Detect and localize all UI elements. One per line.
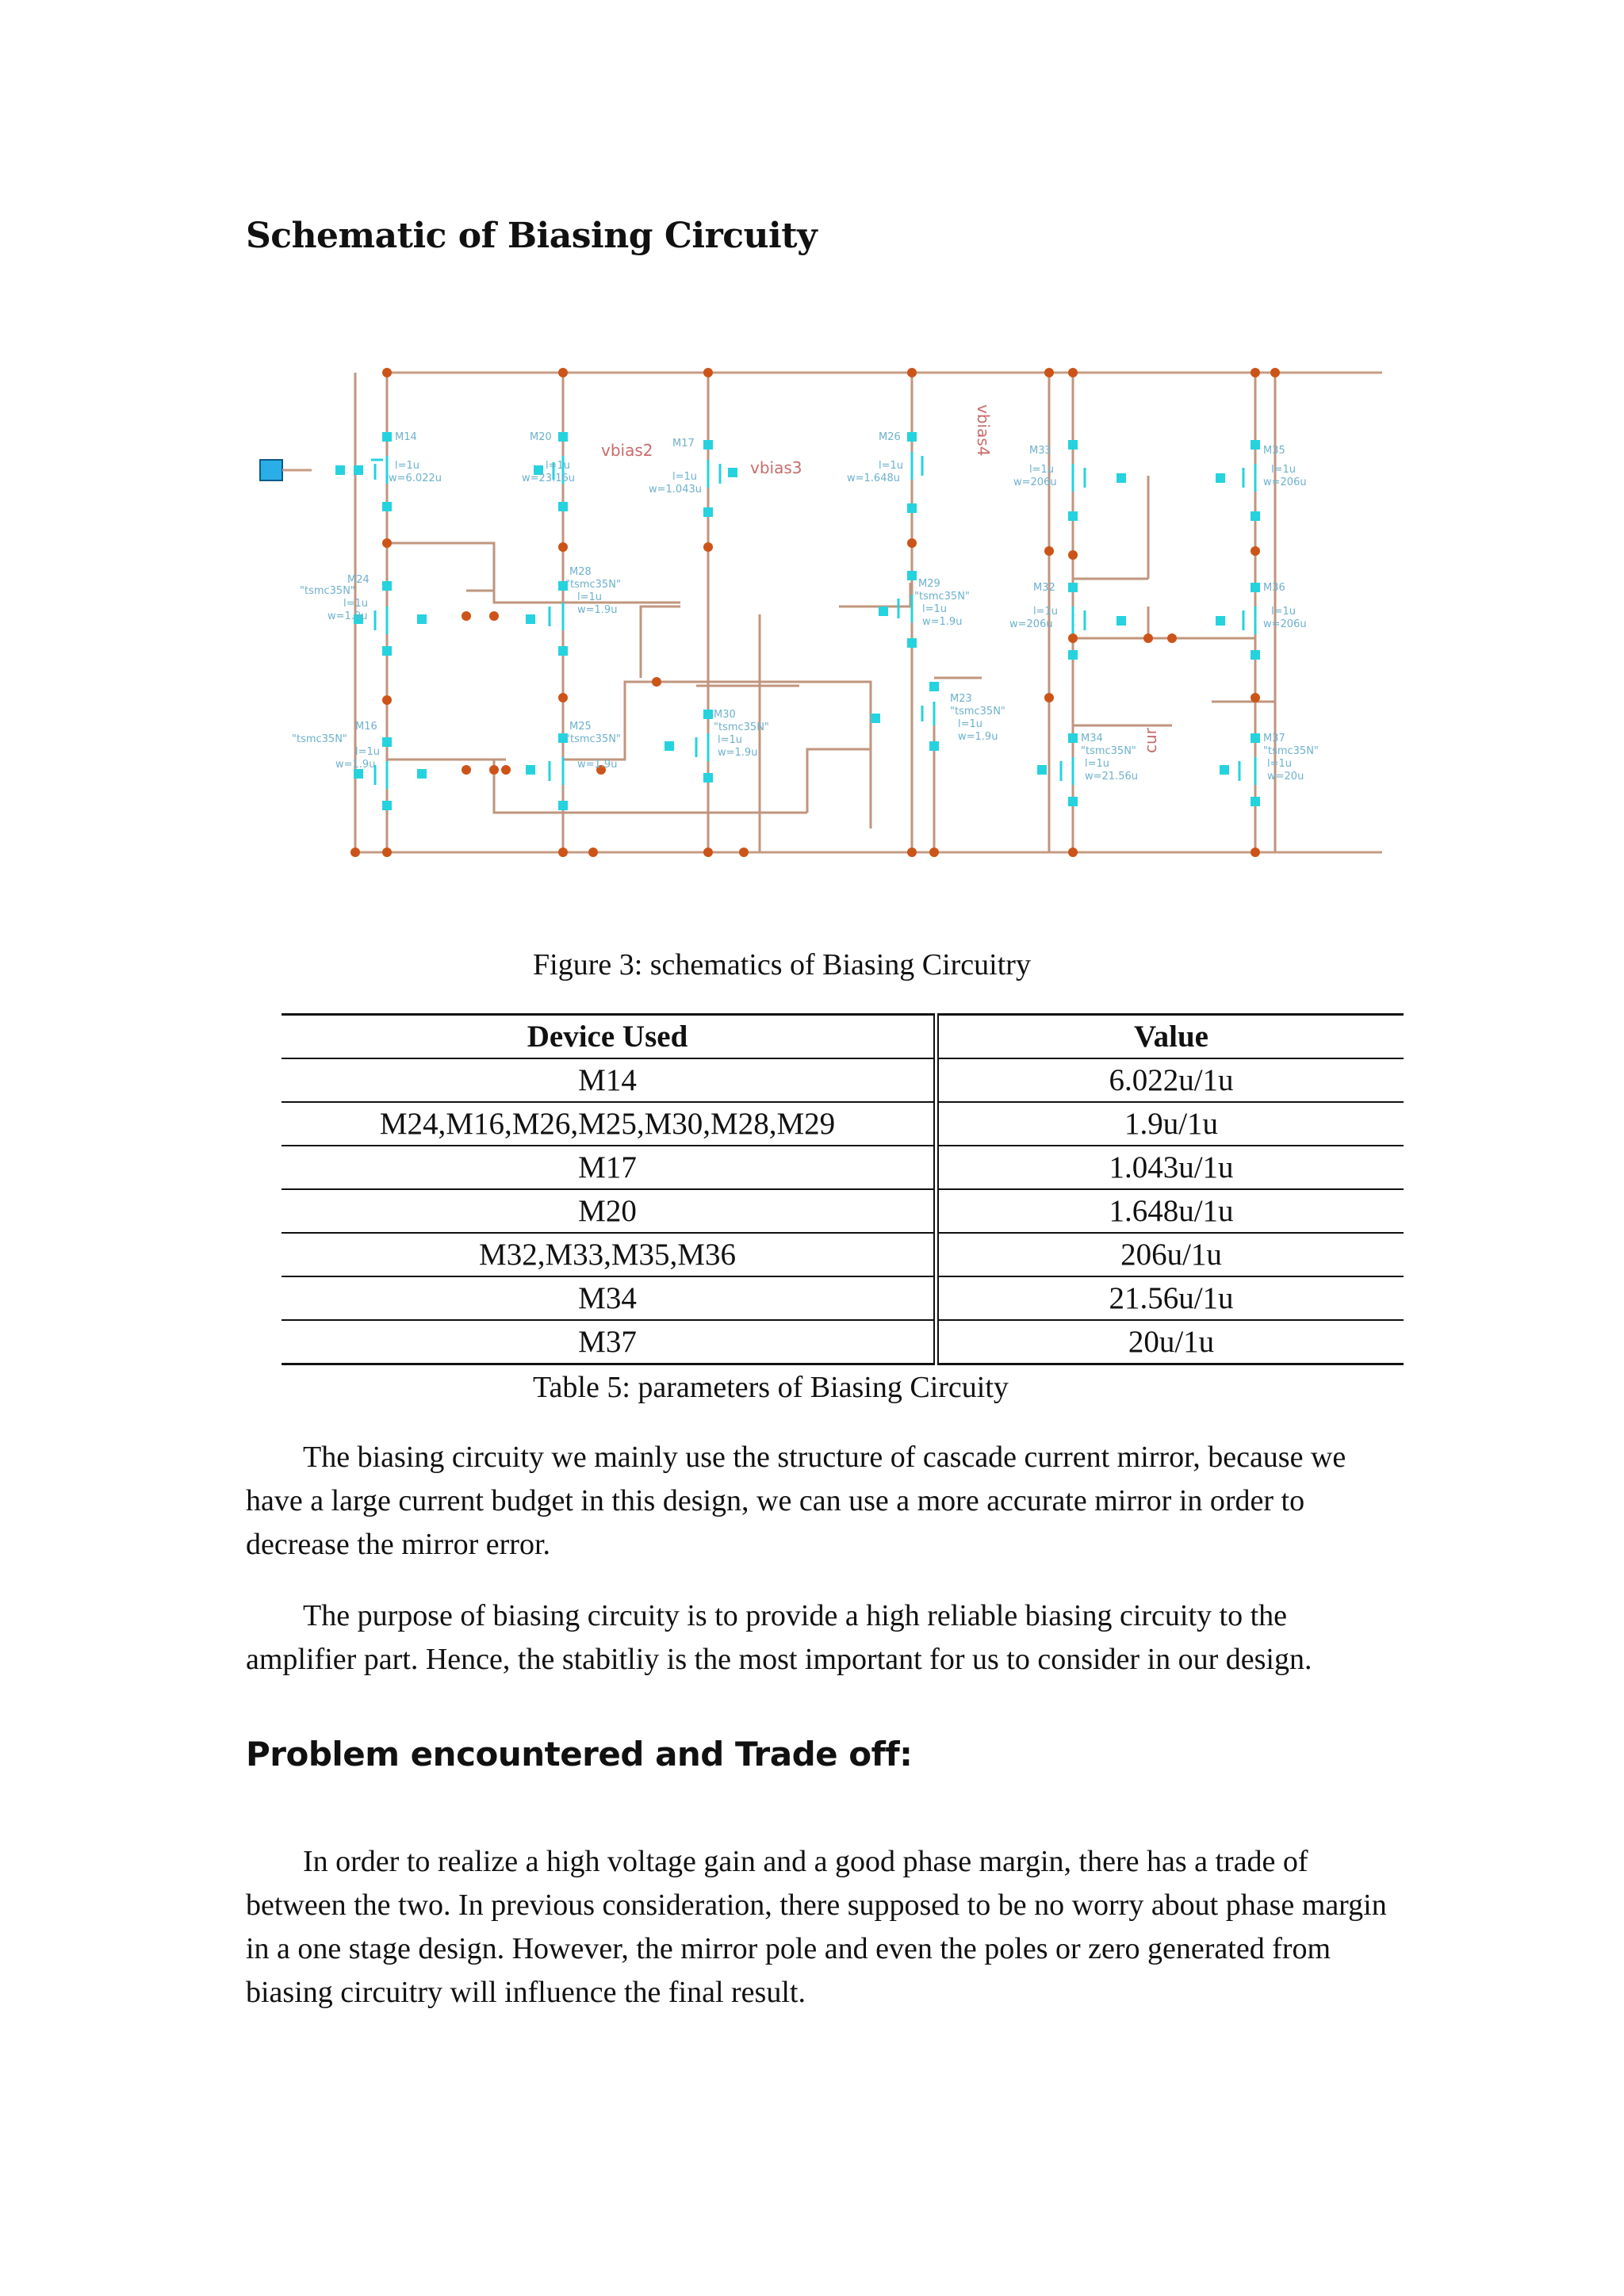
table-row — [282, 1189, 1404, 1233]
device-l: l=1u — [355, 746, 381, 758]
device-id: M34 — [1081, 733, 1103, 744]
device-id: M30 — [714, 709, 736, 721]
device-l: l=1u — [922, 603, 948, 615]
table-row — [282, 1320, 1404, 1364]
table-cell-value: 1.043u/1u — [936, 1146, 1404, 1189]
section-heading: Schematic of Biasing Circuity — [246, 216, 818, 256]
device-w: w=1.9u — [718, 747, 758, 759]
device-id: M26 — [879, 431, 901, 443]
device-model: "tsmc35N" — [292, 733, 347, 745]
parameters-table — [282, 1013, 1404, 1365]
biasing-schematic — [252, 321, 1382, 896]
device-w: w=206u — [1009, 618, 1053, 630]
device-id: M29 — [918, 578, 940, 590]
device-l: l=1u — [879, 460, 904, 472]
cur-label: cur — [1141, 728, 1160, 753]
device-w: w=1.9u — [958, 731, 998, 743]
device-l: l=1u — [1271, 464, 1297, 476]
table-caption: Table 5: parameters of Biasing Circuity — [533, 1371, 1009, 1404]
table-row — [282, 1233, 1404, 1276]
table-header-cell: Device Used — [282, 1015, 936, 1059]
device-l: l=1u — [1267, 758, 1293, 770]
device-id: M32 — [1033, 582, 1055, 594]
device-l: l=1u — [546, 460, 571, 472]
paragraph-purpose: The purpose of biasing circuity is to provide a high reliable biasing circuity to the amplifier part. Hence, the stabitliy is the most important for us to consider in our design. — [246, 1599, 1312, 1676]
device-w: w=1.043u — [649, 484, 702, 496]
device-w: w=6.022u — [389, 473, 442, 484]
device-id: M36 — [1263, 582, 1285, 594]
device-l: l=1u — [1033, 606, 1059, 618]
device-w: w=206u — [1013, 476, 1057, 488]
device-w: w=1.648u — [847, 473, 900, 484]
device-id: M35 — [1263, 445, 1285, 457]
device-id: M16 — [355, 721, 377, 733]
table-cell-value: 20u/1u — [936, 1320, 1404, 1364]
device-model: "tsmc35N" — [565, 733, 621, 745]
device-id: M33 — [1029, 445, 1051, 457]
table-cell-value: 206u/1u — [936, 1233, 1404, 1276]
device-id: M14 — [395, 431, 417, 443]
device-l: l=1u — [577, 591, 603, 603]
device-w: w=1.9u — [335, 759, 376, 771]
input-pin-icon — [260, 460, 282, 480]
table-cell-device: M14 — [282, 1058, 936, 1102]
device-model: "tsmc35N" — [1263, 745, 1319, 757]
table-row — [282, 1058, 1404, 1102]
vbias2-label: vbias2 — [601, 441, 653, 460]
paragraph-current-mirror: The biasing circuity we mainly use the structure of cascade current mirror, because we have a large current budget in this design, we can use a more accurate mirror in order to decrease the mirror error. — [246, 1441, 1346, 1561]
vbias4-label: vbias4 — [974, 404, 993, 457]
paragraph-tradeoff: In order to realize a high voltage gain and a good phase margin, there has a trade of between the two. In previous consideration, there supposed to be no worry about phase margin in a one stage design. However, the mirror pole and even the poles or zero generated from biasing circuitry will influence the final result. — [246, 1845, 1387, 2009]
device-l: l=1u — [672, 471, 698, 483]
device-l: l=1u — [1029, 464, 1055, 476]
device-model: "tsmc35N" — [565, 579, 621, 591]
cross-wires — [387, 476, 1275, 828]
junction-nodes — [350, 368, 1280, 857]
device-id: M25 — [569, 721, 592, 733]
device-model: "tsmc35N" — [950, 706, 1005, 718]
device-id: M17 — [672, 438, 695, 450]
device-w: w=1.9u — [327, 610, 368, 622]
table-cell-value: 1.648u/1u — [936, 1189, 1404, 1233]
device-id: M23 — [950, 693, 972, 705]
section-heading-problems: Problem encountered and Trade off: — [246, 1735, 913, 1774]
device-l: l=1u — [958, 718, 983, 730]
table-row — [282, 1102, 1404, 1146]
table-cell-value: 21.56u/1u — [936, 1276, 1404, 1320]
table-cell-value: 1.9u/1u — [936, 1102, 1404, 1146]
device-w: w=1.9u — [922, 616, 963, 628]
device-model: "tsmc35N" — [300, 585, 355, 597]
device-l: l=1u — [343, 598, 369, 610]
device-model: "tsmc35N" — [714, 721, 769, 733]
device-model: "tsmc35N" — [914, 591, 970, 603]
device-id: M24 — [347, 574, 370, 586]
device-w: w=1.9u — [577, 759, 618, 771]
device-w: w=1.9u — [577, 604, 618, 616]
device-l: l=1u — [1085, 758, 1110, 770]
table-cell-device: M37 — [282, 1320, 936, 1364]
table-cell-device: M20 — [282, 1189, 936, 1233]
table-header-row — [282, 1015, 1404, 1059]
column-wires — [387, 373, 1275, 852]
table-cell-device: M17 — [282, 1146, 936, 1189]
device-l: l=1u — [718, 734, 743, 746]
device-l: l=1u — [395, 460, 420, 472]
device-w: w=20u — [1267, 771, 1304, 783]
device-l: l=1u — [1271, 606, 1297, 618]
device-id: M28 — [569, 566, 592, 578]
device-w: w=21.56u — [1085, 771, 1138, 783]
table-row — [282, 1276, 1404, 1320]
table-cell-value: 6.022u/1u — [936, 1058, 1404, 1102]
device-id: M37 — [1263, 733, 1285, 744]
table-cell-device: M34 — [282, 1276, 936, 1320]
device-model: "tsmc35N" — [1081, 745, 1136, 757]
table-row — [282, 1146, 1404, 1189]
table-cell-device: M24,M16,M26,M25,M30,M28,M29 — [282, 1102, 936, 1146]
device-w: w=206u — [1263, 476, 1307, 488]
device-w: w=206u — [1263, 618, 1307, 630]
device-w: w=23.16u — [522, 473, 575, 484]
vbias3-label: vbias3 — [750, 458, 802, 477]
device-labels — [292, 431, 1319, 783]
figure-caption: Figure 3: schematics of Biasing Circuitry — [533, 948, 1031, 982]
device-id: M20 — [530, 431, 552, 443]
table-cell-device: M32,M33,M35,M36 — [282, 1233, 936, 1276]
table-header-cell: Value — [936, 1015, 1404, 1059]
